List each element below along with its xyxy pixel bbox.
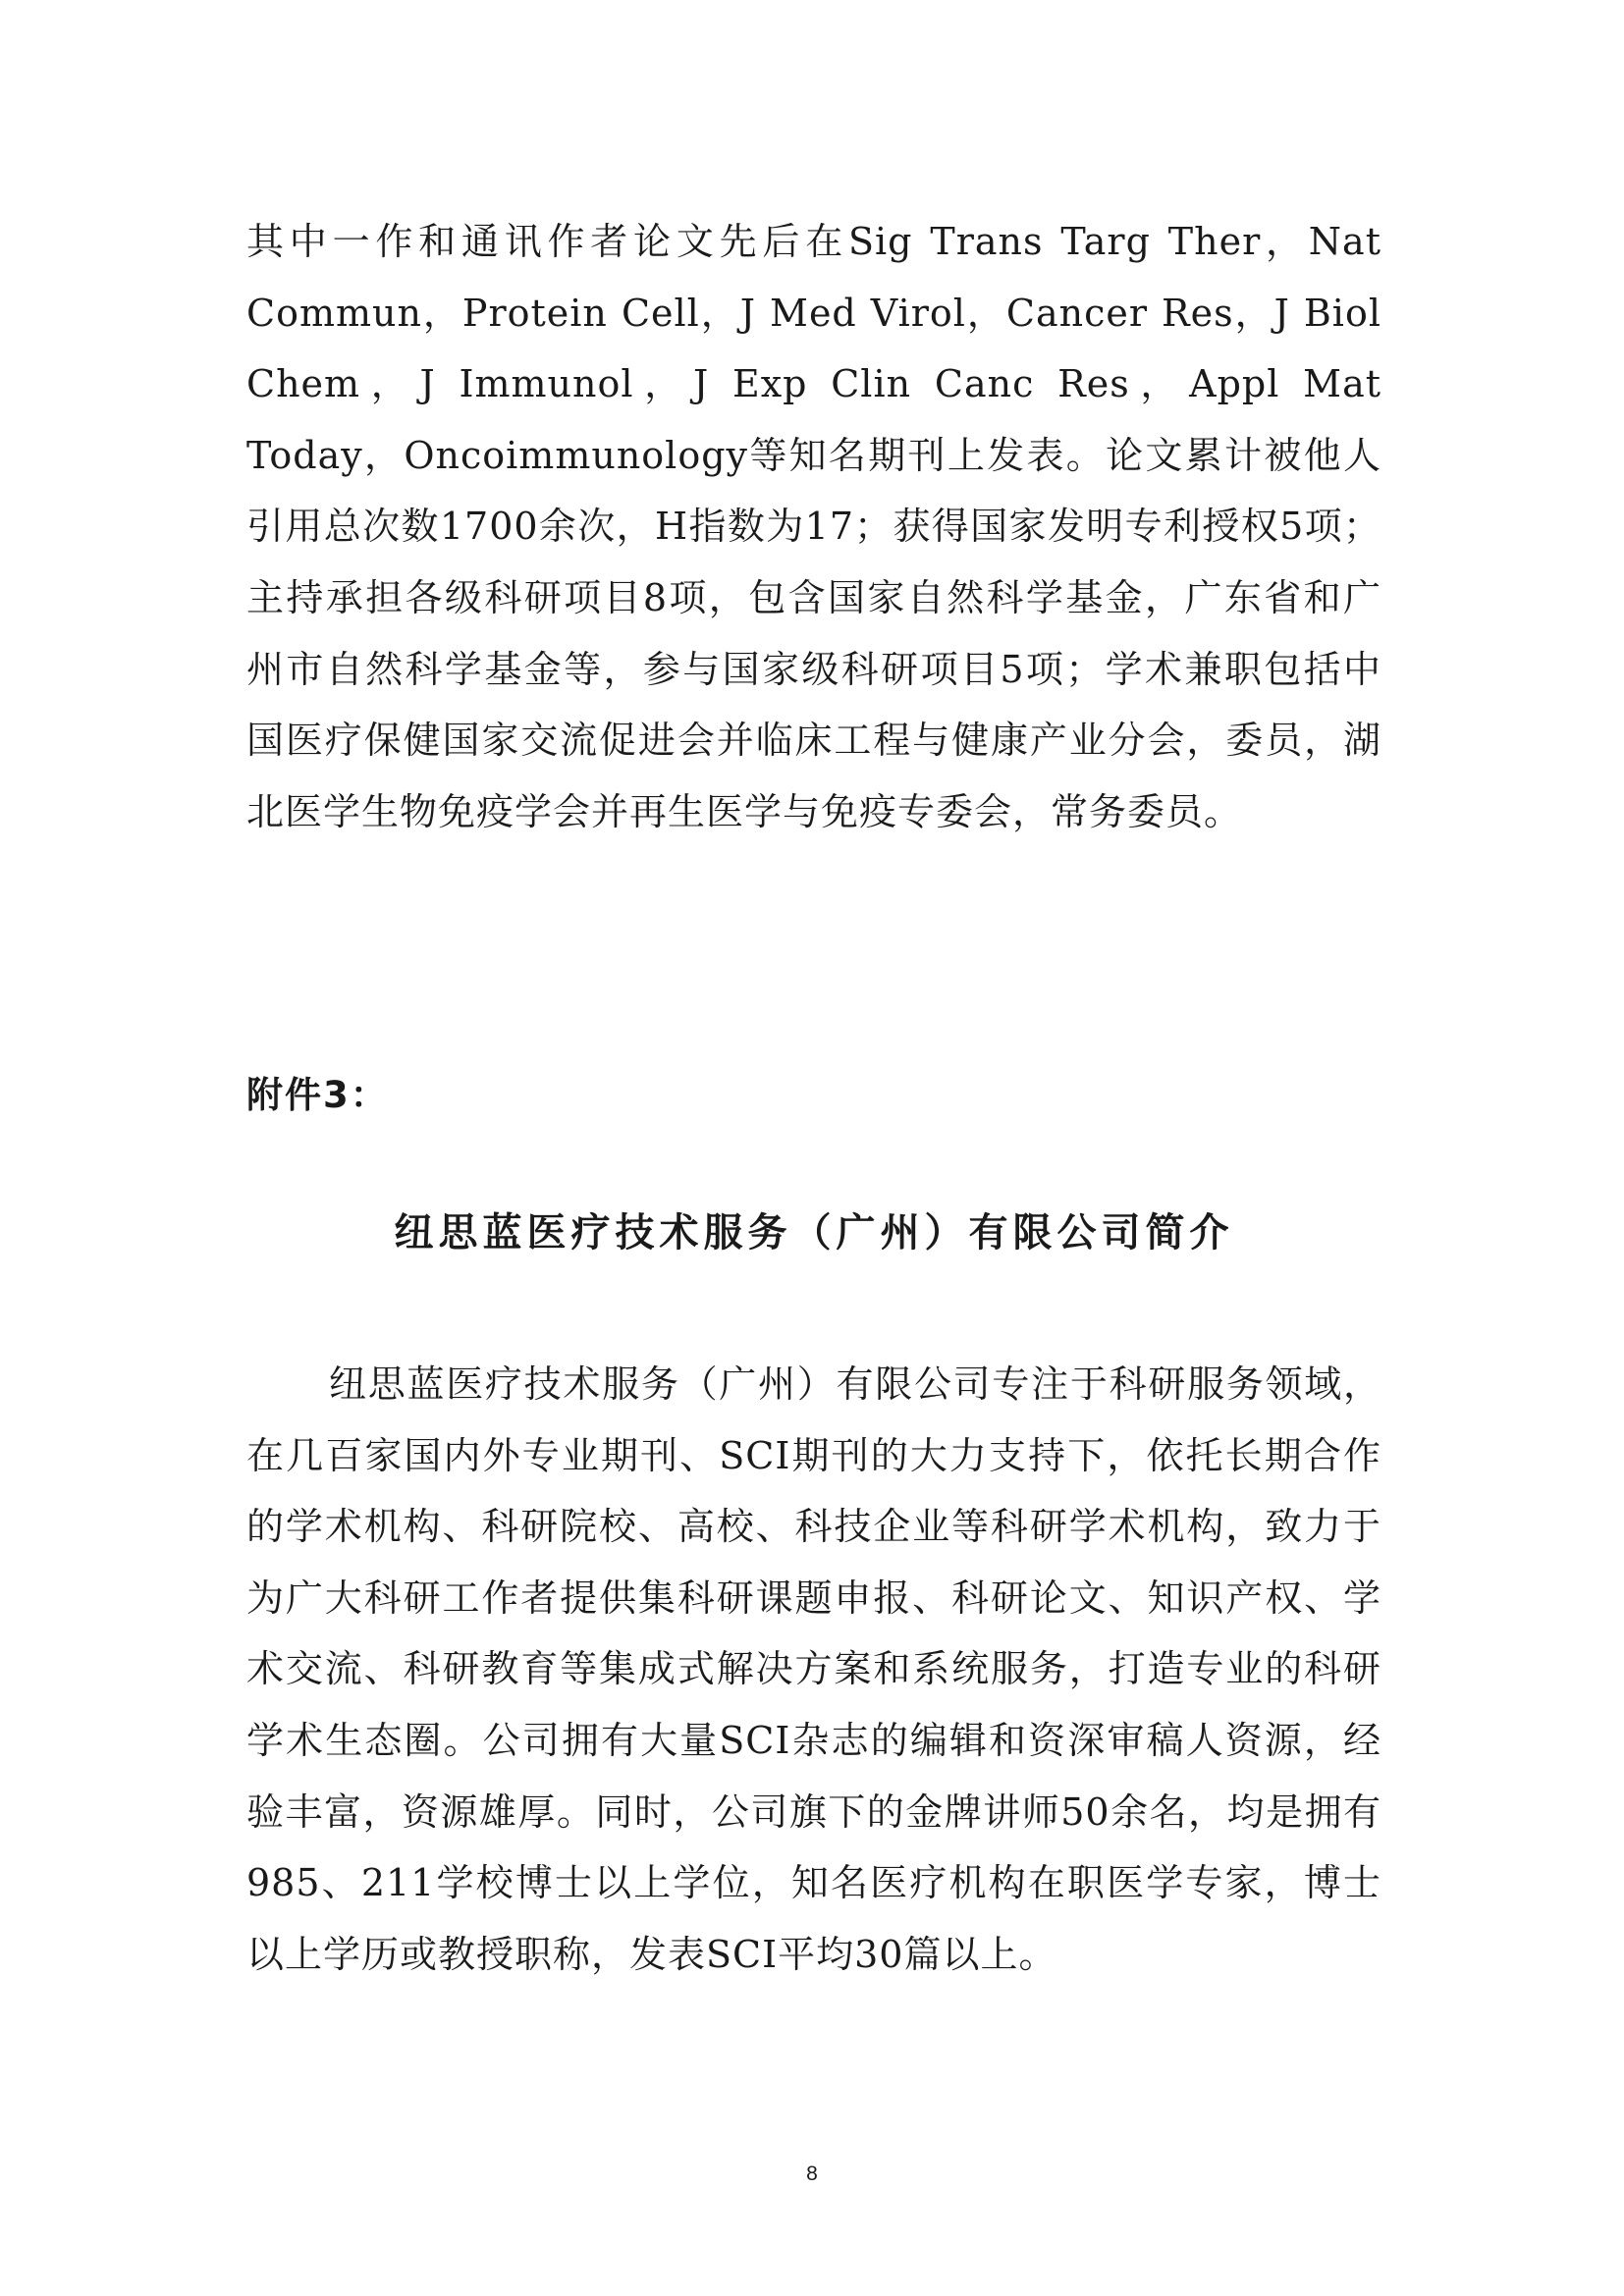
researcher-bio-paragraph: 其中一作和通讯作者论文先后在Sig Trans Targ Ther，Nat Commun，Protein Cell，J Med Virol，Cancer Res，J Biol Chem，J Immunol，J Exp Clin Canc Res，Appl Mat Today，Oncoimmunology等知名期刊上发表。论文累计被他人引用总次数1700余次，H指数为17；获得国家发明专利授权5项；主持承担各级科研项目8项，包含国家自然科学基金，广东省和广州市自然科学基金等，参与国家级科研项目5项；学术兼职包括中国医疗保健国家交流促进会并临床工程与健康产业分会，委员，湖北医学生物免疫学会并再生医学与免疫专委会，常务委员。 [246,220,1381,833]
section-title: 纽思蓝医疗技术服务（广州）有限公司简介 [394,1210,1234,1255]
page-number: 8 [806,2163,818,2185]
annex-label: 附件3： [246,1074,389,1116]
company-intro-paragraph: 纽思蓝医疗技术服务（广州）有限公司专注于科研服务领域，在几百家国内外专业期刊、SCI期刊的大力支持下，依托长期合作的学术机构、科研院校、高校、科技企业等科研学术机构，致力于为广大科研工作者提供集科研课题申报、科研论文、知识产权、学术交流、科研教育等集成式解决方案和系统服务，打造专业的科研学术生态圈。公司拥有大量SCI杂志的编辑和资深审稿人资源，经验丰富，资源雄厚。同时，公司旗下的金牌讲师50余名，均是拥有985、211学校博士以上学位，知名医疗机构在职医学专家，博士以上学历或教授职称，发表SCI平均30篇以上。 [246,1362,1381,1976]
